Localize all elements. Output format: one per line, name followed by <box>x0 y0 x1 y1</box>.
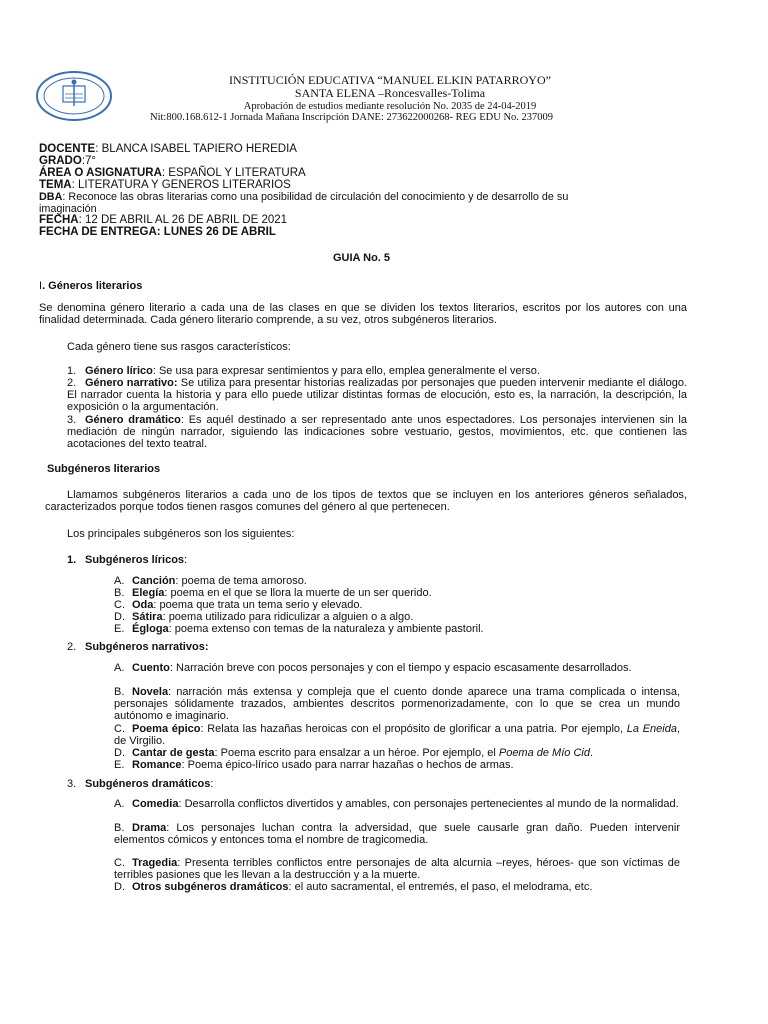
narrative-heading: 2. Subgéneros narrativos: <box>67 641 209 653</box>
lyric-item: D. Sátira: poema utilizado para ridiculizar a alguien o a algo. <box>114 611 414 623</box>
section-2-heading: Subgéneros literarios <box>47 463 161 475</box>
entrega-line: FECHA DE ENTREGA: LUNES 26 DE ABRIL <box>39 226 276 238</box>
dba-line-2: imaginación <box>39 203 97 215</box>
genre-item-narrativo: 2. Género narrativo: Se utiliza para presentar historias realizadas por personajes que pueden intervenir mediante el diálogo. El narrador cuenta la historia y para ello puede utilizar distintas formas de elocución, esto es, la narración, la descripción, la exposición o la argumentación. <box>67 377 687 413</box>
guide-title: GUIA No. 5 <box>333 252 391 264</box>
dramatic-item: C. Tragedia: Presenta terribles conflictos entre personajes de alta alcurnia –reyes, héroes- que son víctimas de terribles pasiones que les llevan a la destrucción y a la muerte. <box>114 857 680 881</box>
narrative-item: B. Novela: narración más extensa y compleja que el cuento donde aparece una trama complicada o intensa, personajes sólidamente trazados, ambientes descritos pormenorizadamente, con lo que se crea un mundo autónomo e imaginario. <box>114 686 680 722</box>
institution-nit: Nit:800.168.612-1 Jornada Mañana Inscripción DANE: 273622000268- REG EDU No. 237009 <box>150 112 554 123</box>
lyric-item: B. Elegía: poema en el que se llora la muerte de un ser querido. <box>114 587 432 599</box>
section-2-principal: Los principales subgéneros son los siguientes: <box>67 528 295 540</box>
lyric-item: A. Canción: poema de tema amoroso. <box>114 575 307 587</box>
institution-location: SANTA ELENA –Roncesvalles-Tolima <box>294 86 486 100</box>
institution-name: INSTITUCIÓN EDUCATIVA “MANUEL ELKIN PATARROYO” <box>229 73 551 87</box>
institution-approval: Aprobación de estudios mediante resolución No. 2035 de 24-04-2019 <box>243 101 537 112</box>
genre-item-lirico: 1. Género lírico: Se usa para expresar sentimientos y para ello, emplea generalmente el verso. <box>67 365 540 377</box>
lyric-heading: 1. Subgéneros líricos: <box>67 554 188 566</box>
fecha-line: FECHA: 12 DE ABRIL AL 26 DE ABRIL DE 2021 <box>39 214 288 226</box>
narrative-item: E. Romance: Poema épico-lírico usado para narrar hazañas o hechos de armas. <box>114 759 514 771</box>
docente-line: DOCENTE: BLANCA ISABEL TAPIERO HEREDIA <box>39 143 297 155</box>
grado-line: GRADO:7° <box>39 155 97 167</box>
narrative-item: D. Cantar de gesta: Poema escrito para ensalzar a un héroe. Por ejemplo, el Poema de Mío Cid. <box>114 747 594 759</box>
section-1-intro: Se denomina género literario a cada una de las clases en que se dividen los textos literarios, escritos por los autores con una finalidad determinada. Cada género literario comprende, a su vez, otros subgéneros literarios. <box>39 302 687 326</box>
section-2-intro: Llamamos subgéneros literarios a cada uno de los tipos de textos que se incluyen en los anteriores géneros señalados, caracterizados porque todos tienen rasgos comunes del género al que pertenecen. <box>45 489 687 513</box>
dramatic-item: B. Drama: Los personajes luchan contra la adversidad, que suele causarle gran daño. Pueden intervenir elementos cómicos y entonces toma el nombre de tragicomedia. <box>114 822 680 846</box>
section-1-each: Cada género tiene sus rasgos característicos: <box>67 341 291 353</box>
narrative-item: C. Poema épico: Relata las hazañas heroicas con el propósito de glorificar a una patria. Por ejemplo, La Eneida, de Virgilio. <box>114 723 681 747</box>
lyric-item: E. Égloga: poema extenso con temas de la naturaleza y ambiente pastoril. <box>114 623 484 635</box>
dba-line: DBA: Reconoce las obras literarias como una posibilidad de circulación del conocimiento y de desarrollo de su <box>39 191 569 203</box>
tema-line: TEMA: LITERATURA Y GENEROS LITERARIOS <box>39 179 291 191</box>
area-line: ÁREA O ASIGNATURA: ESPAÑOL Y LITERATURA <box>39 167 306 179</box>
dramatic-item: D. Otros subgéneros dramáticos: el auto sacramental, el entremés, el paso, el melodrama, etc. <box>114 881 593 893</box>
narrative-item: A. Cuento: Narración breve con pocos personajes y con el tiempo y espacio escasamente desarrollados. <box>114 662 632 674</box>
dramatic-heading: 3. Subgéneros dramáticos: <box>67 778 214 790</box>
school-seal-logo <box>35 70 113 122</box>
genre-item-dramatico: 3. Género dramático: Es aquél destinado a ser representado ante unos espectadores. Los personajes intervienen sin la mediación de ningún narrador, siguiendo las indicaciones sobre vestuario, gestos, movimientos, etc. que contienen las acotaciones del texto teatral. <box>67 414 687 450</box>
dramatic-item: A. Comedia: Desarrolla conflictos divertidos y amables, con personajes pertenecientes al mundo de la normalidad. <box>114 798 679 810</box>
lyric-item: C. Oda: poema que trata un tema serio y elevado. <box>114 599 363 611</box>
section-1-heading: I. Géneros literarios <box>39 280 143 292</box>
